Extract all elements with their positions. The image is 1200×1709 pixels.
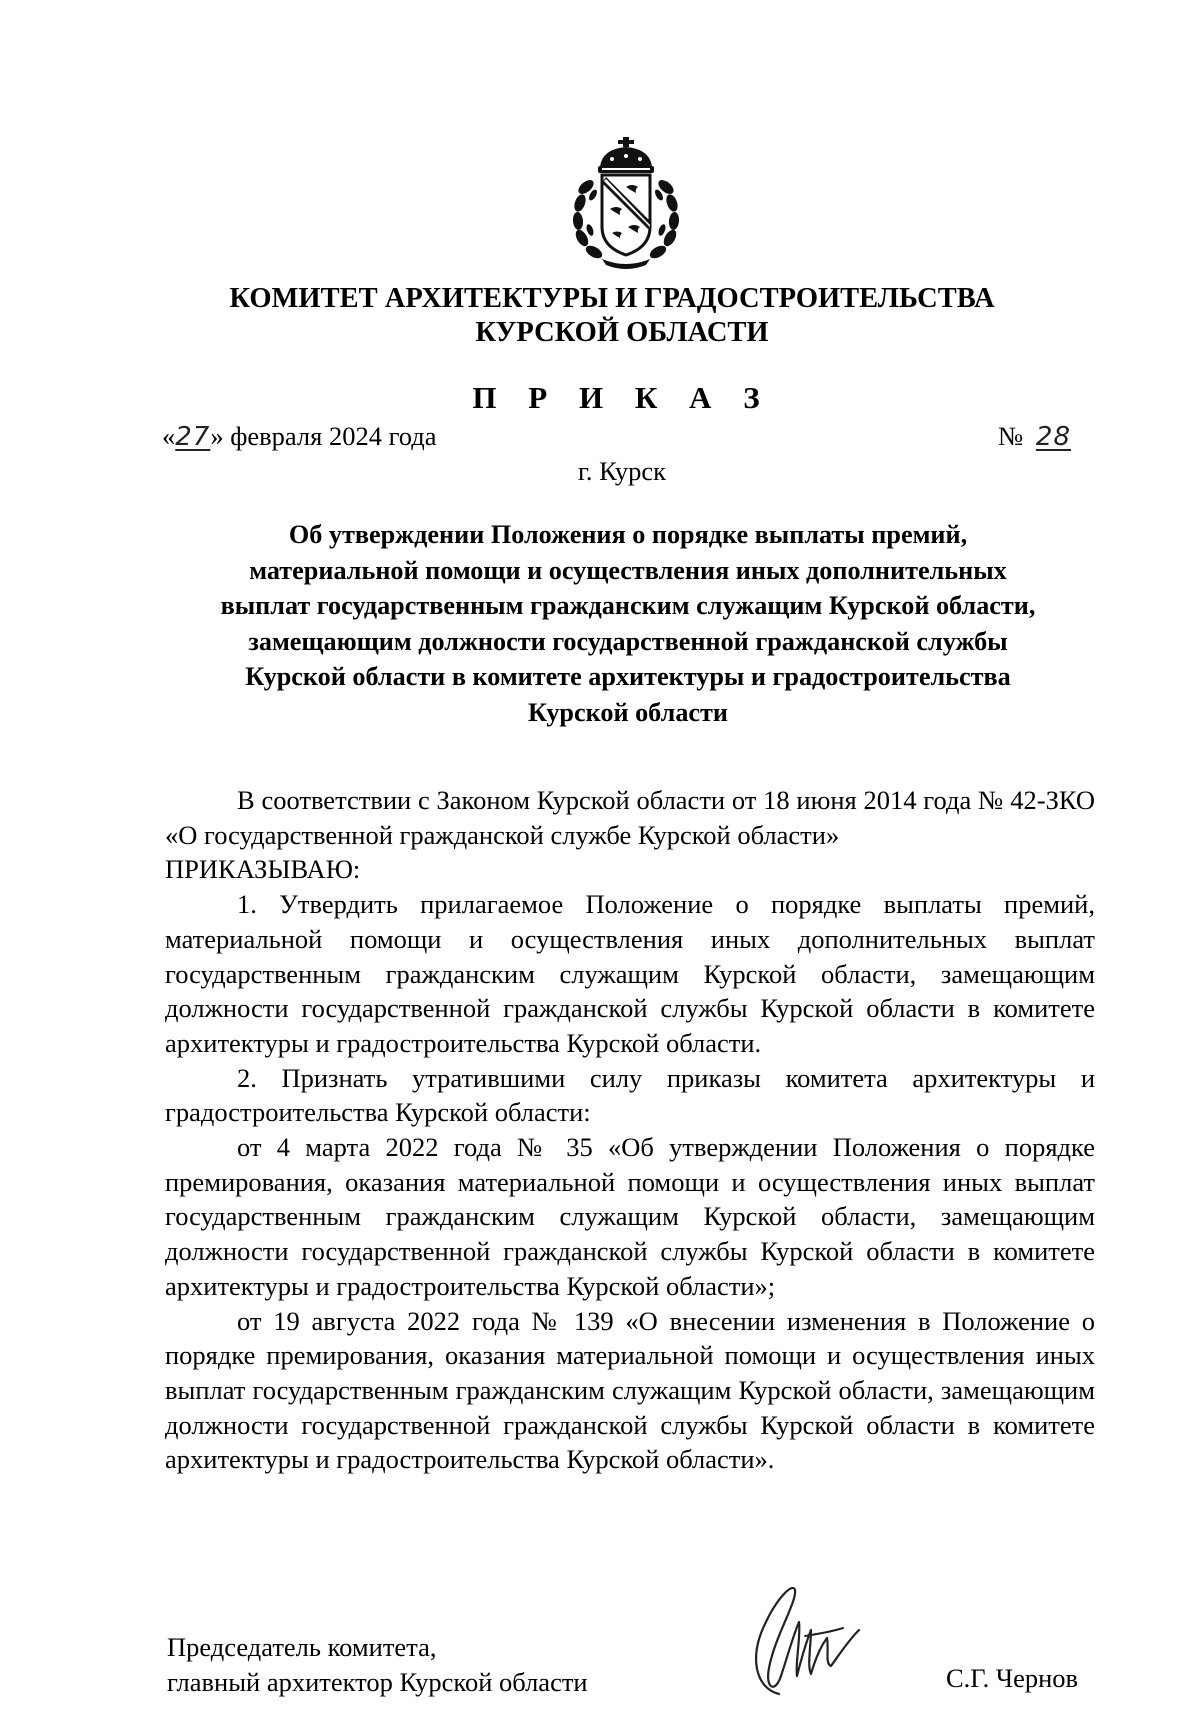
subject-line: Курской области: [528, 697, 728, 727]
document-date: [162, 421, 437, 452]
signatory-position: [167, 1630, 588, 1700]
signatory-position-line1: Председатель комитета,: [167, 1632, 437, 1662]
date-day-handwritten: 27: [175, 422, 211, 452]
document-subject: [165, 517, 1091, 730]
body-item-2a: от 4 марта 2022 года № 35 «Об утверждении Положения о порядке премирования, оказания материальной помощи и осуществления иных выплат государственным гражданским служащим Курской области, замещающим должности государственной гражданской службы Курской области в комитете архитектуры и градостроительства Курской области»;: [165, 1132, 1095, 1301]
kursk-coat-of-arms-icon: [566, 135, 686, 269]
subject-line: материальной помощи и осуществления иных дополнительных: [249, 555, 1007, 585]
subject-line: замещающим должности государственной гражданской службы: [248, 626, 1008, 656]
date-close-quote: »: [210, 421, 224, 451]
number-prefix: №: [998, 421, 1024, 451]
subject-line: Об утверждении Положения о порядке выплаты премий,: [288, 520, 968, 549]
number-value-handwritten: 28: [1035, 422, 1072, 452]
document-city: г. Курск: [578, 456, 666, 486]
document-type-title: П Р И К А З: [472, 380, 772, 415]
organization-name-line2: КУРСКОЙ ОБЛАСТИ: [475, 317, 769, 348]
date-month-year: февраля 2024 года: [230, 421, 437, 451]
body-item-2b: от 19 августа 2022 года № 139 «О внесении изменения в Положение о порядке премирования, оказания материальной помощи и осуществления иных выплат государственным гражданским служащим Курской области, замещающим должности государственной гражданской службы Курской области в комитете архитектуры и градостроительства Курской области».: [165, 1305, 1095, 1475]
body-order-word: ПРИКАЗЫВАЮ:: [165, 854, 361, 885]
signatory-position-line2: главный архитектор Курской области: [167, 1667, 588, 1697]
organization-name-line1: КОМИТЕТ АРХИТЕКТУРЫ И ГРАДОСТРОИТЕЛЬСТВА: [229, 283, 995, 314]
handwritten-signature-icon: [735, 1576, 875, 1701]
document-number: [998, 421, 1077, 452]
body-item-1: 1. Утвердить прилагаемое Положение о порядке выплаты премий, материальной помощи и осуществления иных дополнительных выплат государственным гражданским служащим Курской области, замещающим должности государственной гражданской службы Курской области в комитете архитектуры и градостроительства Курской области.: [165, 889, 1095, 1058]
document-body: [165, 783, 1095, 1477]
body-item-2: 2. Признать утратившими силу приказы комитета архитектуры и градостроительства Курской области:: [165, 1062, 1095, 1128]
signatory-name: С.Г. Чернов: [946, 1663, 1079, 1693]
date-open-quote: «: [162, 421, 176, 451]
subject-line: Курской области в комитете архитектуры и градостроительства: [245, 662, 1011, 691]
body-intro-paragraph: В соответствии с Законом Курской области от 18 июня 2014 года № 42-ЗКО «О государственной гражданской службе Курской области»: [165, 785, 1095, 850]
subject-line: выплат государственным гражданским служащим Курской области,: [220, 591, 1036, 620]
